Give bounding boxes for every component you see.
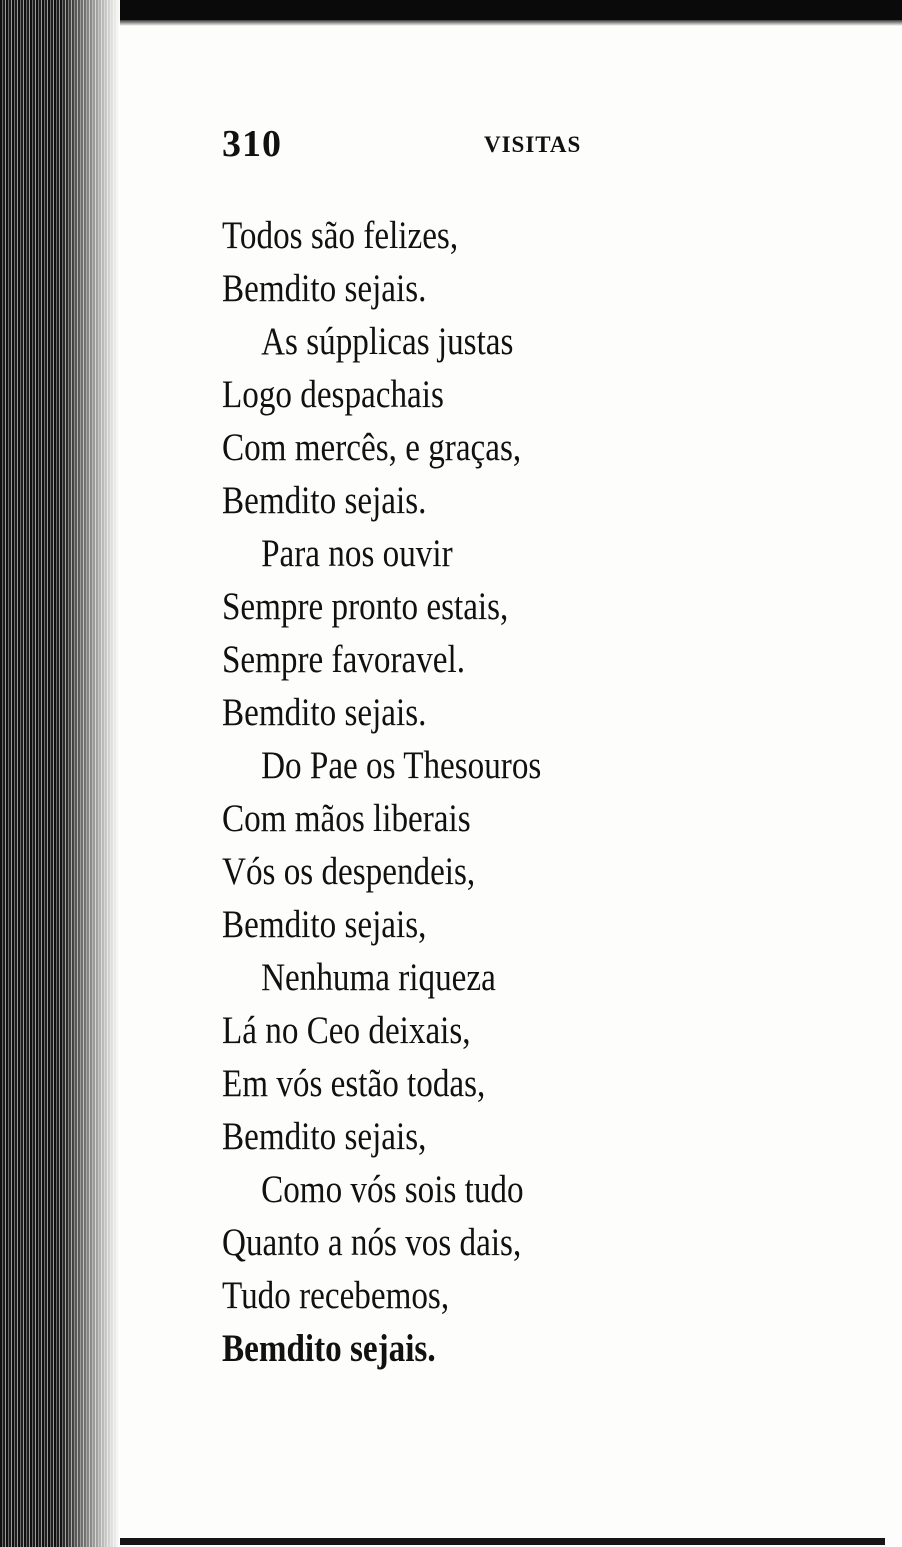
poem-line: Logo despachais <box>222 373 444 416</box>
poem-line: Em vós estão todas, <box>222 1062 486 1105</box>
poem-line: Do Pae os Thesouros <box>261 744 542 787</box>
section-title: VISITAS <box>484 132 582 157</box>
bottom-edge-shadow <box>120 1538 885 1545</box>
poem-line: Com mercês, e graças, <box>222 426 522 469</box>
poem-line: Lá no Ceo deixais, <box>222 1009 471 1052</box>
poem-line: Com mãos liberais <box>222 797 471 840</box>
page-number: 310 <box>222 123 282 165</box>
top-edge-fade <box>0 20 902 26</box>
poem-line: Vós os despendeis, <box>222 850 476 893</box>
poem-line: Bemdito sejais. <box>222 691 427 734</box>
poem-line: Sempre favoravel. <box>222 638 465 681</box>
poem-line: Sempre pronto estais, <box>222 585 509 628</box>
poem-line: Tudo recebemos, <box>222 1274 450 1317</box>
running-head <box>222 122 622 166</box>
poem-line: Bemdito sejais. <box>222 1327 436 1370</box>
top-edge-shadow <box>0 0 902 20</box>
poem-line: Como vós sois tudo <box>261 1168 524 1211</box>
poem-line: Nenhuma riqueza <box>261 956 496 999</box>
poem-line: As súpplicas justas <box>261 320 514 363</box>
poem-line: Bemdito sejais. <box>222 479 427 522</box>
poem-line: Bemdito sejais. <box>222 267 427 310</box>
spine-fade <box>60 0 120 1547</box>
poem-line: Quanto a nós vos dais, <box>222 1221 522 1264</box>
poem-line: Bemdito sejais, <box>222 1115 427 1158</box>
poem-line: Para nos ouvir <box>261 532 453 575</box>
poem-line: Todos são felizes, <box>222 214 459 257</box>
poem-line: Bemdito sejais, <box>222 903 427 946</box>
poem-block <box>222 209 862 1375</box>
